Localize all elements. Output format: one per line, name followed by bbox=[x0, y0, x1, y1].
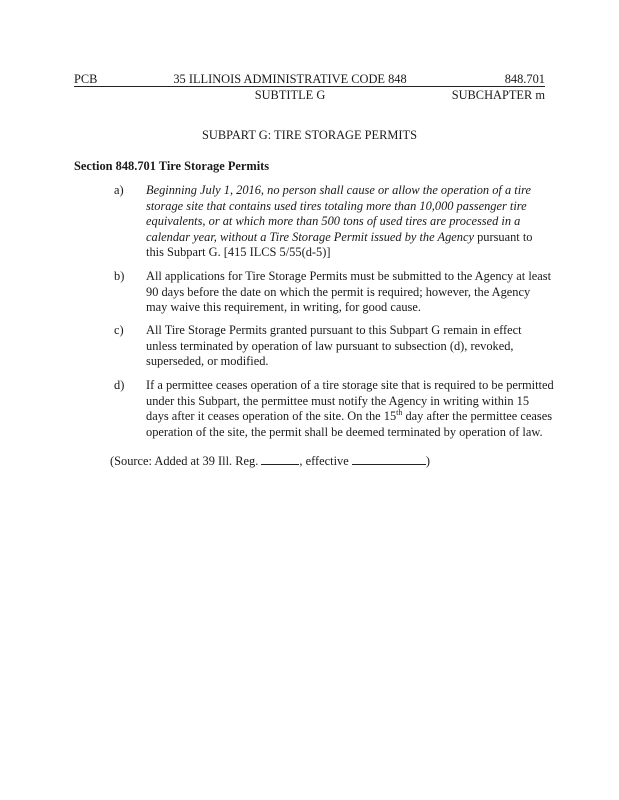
text-line: this Subpart G. [415 ILCS 5/55(d-5)] bbox=[146, 245, 331, 260]
text-line: 90 days before the date on which the permit is required; however, the Agency bbox=[146, 284, 531, 299]
reg-blank bbox=[261, 452, 299, 465]
text-line: storage site that contains used tires totaling more than 10,000 passenger tire bbox=[146, 198, 527, 213]
text-line: unless terminated by operation of law pursuant to subsection (d), revoked, bbox=[146, 338, 514, 353]
subsection-text bbox=[146, 269, 552, 316]
text-line: All Tire Storage Permits granted pursuant to this Subpart G remain in effect bbox=[146, 323, 522, 337]
header-code-title: 35 ILLINOIS ADMINISTRATIVE CODE 848 bbox=[173, 72, 407, 86]
subpart-title: SUBPART G: TIRE STORAGE PERMITS bbox=[202, 128, 417, 142]
text-line: If a permittee ceases operation of a tire storage site that is required to be permitted bbox=[146, 378, 554, 392]
text-line: calendar year, without a Tire Storage Permit issued by the Agency pursuant to bbox=[146, 229, 533, 244]
subsection-label: a) bbox=[114, 183, 124, 197]
text-line: operation of the site, the permit shall be deemed terminated by operation of law. bbox=[146, 424, 543, 439]
text-line: Beginning July 1, 2016, no person shall cause or allow the operation of a tire bbox=[146, 183, 531, 197]
subsection-label: c) bbox=[114, 323, 124, 337]
header-subtitle: SUBTITLE G bbox=[254, 88, 326, 102]
subsection-text bbox=[146, 183, 546, 261]
text-line: days after it ceases operation of the site. On the 15th day after the permittee ceases bbox=[146, 408, 553, 424]
subsection-label: b) bbox=[114, 269, 125, 283]
text-line: equivalents, or at which more than 500 tons of used tires are processed in a bbox=[146, 214, 521, 229]
header-subchapter: SUBCHAPTER m bbox=[451, 88, 545, 102]
text-line: superseded, or modified. bbox=[146, 354, 269, 369]
text-line: All applications for Tire Storage Permits must be submitted to the Agency at least bbox=[146, 269, 552, 283]
header-agency: PCB bbox=[74, 72, 98, 86]
section-heading: Section 848.701 Tire Storage Permits bbox=[74, 159, 270, 173]
header-rule bbox=[74, 86, 545, 87]
text-line: may waive this requirement, in writing, for good cause. bbox=[146, 300, 421, 315]
header-section-number: 848.701 bbox=[504, 72, 545, 86]
subsection-label: d) bbox=[114, 378, 125, 392]
date-blank bbox=[352, 452, 426, 465]
subsection-text bbox=[146, 323, 546, 370]
text-line: under this Subpart, the permittee must notify the Agency in writing within 15 bbox=[146, 393, 530, 408]
source-note: (Source: Added at 39 Ill. Reg. , effective ) bbox=[110, 454, 430, 468]
subsection-text bbox=[146, 378, 554, 440]
ordinal-superscript: th bbox=[396, 408, 403, 418]
